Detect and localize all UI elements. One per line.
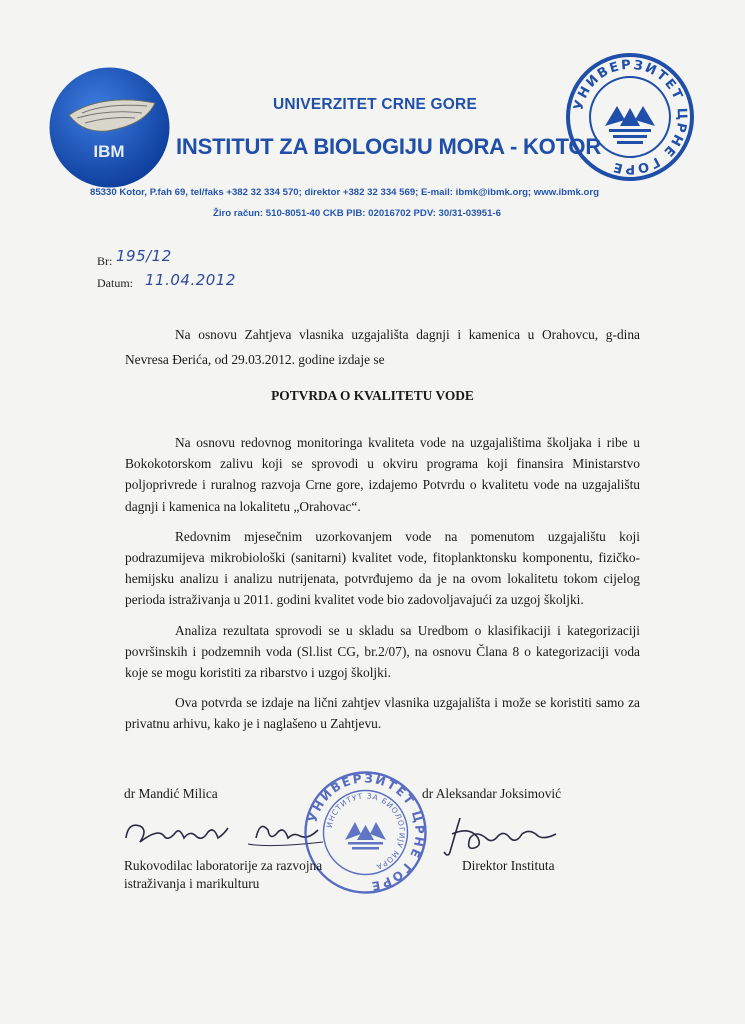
contact-line: 85330 Kotor, P.fah 69, tel/faks +382 32 334 570; direktor +382 32 334 569; E-mail: ibmk@ibmk.org; www.ibmk.org xyxy=(90,187,599,198)
br-value: 195/12 xyxy=(116,247,172,265)
body-paragraph: Analiza rezultata sprovodi se u skladu sa Uredbom o klasifikaciji i kategorizaciji površinskih i podzemnih voda (Sl.list CG, br.2/07), na osnovu Člana 8 o kategorizaciji voda koje se mogu koristiti za ribarstvo i uzgoj školjki. xyxy=(125,622,640,681)
intro-text: Na osnovu Zahtjeva vlasnika uzgajališta dagnji i kamenica u Orahovcu, g-dina Nevresa Đerića, od 29.03.2012. godine izdaje se xyxy=(125,327,640,367)
ibm-logo xyxy=(47,65,172,190)
right-signatory-role: Direktor Instituta xyxy=(462,858,555,873)
stamp-outer-text: УНИВЕРЗИТЕТ ЦРНЕ ГОРЕ xyxy=(305,771,427,894)
body-paragraph: Ova potvrda se izdaje na lični zahtjev vlasnika uzgajališta i može se koristiti samo za privatnu arhivu, kako je i naglašeno u Zahtjevu. xyxy=(125,695,640,732)
br-label: Br: xyxy=(97,254,113,268)
right-signatory-name: dr Aleksandar Joksimović xyxy=(422,786,562,801)
left-signatory-role xyxy=(124,857,322,893)
account-line: Žiro račun: 510-8051-40 CKB PIB: 02016702 PDV: 30/31-03951-6 xyxy=(213,208,501,219)
institute-name: INSTITUT ZA BIOLOGIJU MORA - KOTOR xyxy=(176,134,602,159)
intro-paragraph xyxy=(125,322,640,372)
stamp-inner-text: ИНСТИТУТ ЗА БИОЛОГИЈУ МОРА xyxy=(324,791,407,872)
left-role-line2: istraživanja i marikulturu xyxy=(124,876,260,891)
university-seal-logo xyxy=(565,52,695,182)
seal-ring-text: УНИВЕРЗИТЕТ ЦРНЕ ГОРЕ xyxy=(571,57,690,177)
body-paragraph: Na osnovu redovnog monitoringa kvaliteta vode na uzgajalištima školjaka i ribe u Bokokotorskom zalivu koji se sprovodi u okviru programa koji finansira Ministarstvo poljoprivrede i ruralnog razvoja Crne gore, izdajemo Potvrdu o kvalitetu vode na uzgajalištu dagnji i kamenica na lokalitetu „Orahovac“. xyxy=(125,435,640,514)
left-signatory-name: dr Mandić Milica xyxy=(124,786,218,801)
right-signature xyxy=(430,808,560,860)
university-name: UNIVERZITET CRNE GORE xyxy=(273,96,477,113)
left-role-line1: Rukovodilac laboratorije za razvojna xyxy=(124,858,323,873)
datum-value: 11.04.2012 xyxy=(145,271,236,289)
datum-label: Datum: xyxy=(97,276,133,290)
document-body xyxy=(125,432,640,744)
left-signature xyxy=(118,808,328,858)
document-title: POTVRDA O KVALITETU VODE xyxy=(271,388,474,403)
ibm-logo-text: IBM xyxy=(93,142,125,161)
body-paragraph: Redovnim mjesečnim uzorkovanjem vode na pomenutom uzgajalištu koji podrazumijeva mikrobiološki (sanitarni) kvalitet vode, fitoplanktonsku komponentu, fizičko-hemijsku analizu i analizu nutrijenata, potvrđujemo da je na ovom lokalitetu tokom cijelog perioda istraživanja u 2011. godini kvalitet vode bio zadovoljavajući za uzgoj školjki. xyxy=(125,528,640,608)
